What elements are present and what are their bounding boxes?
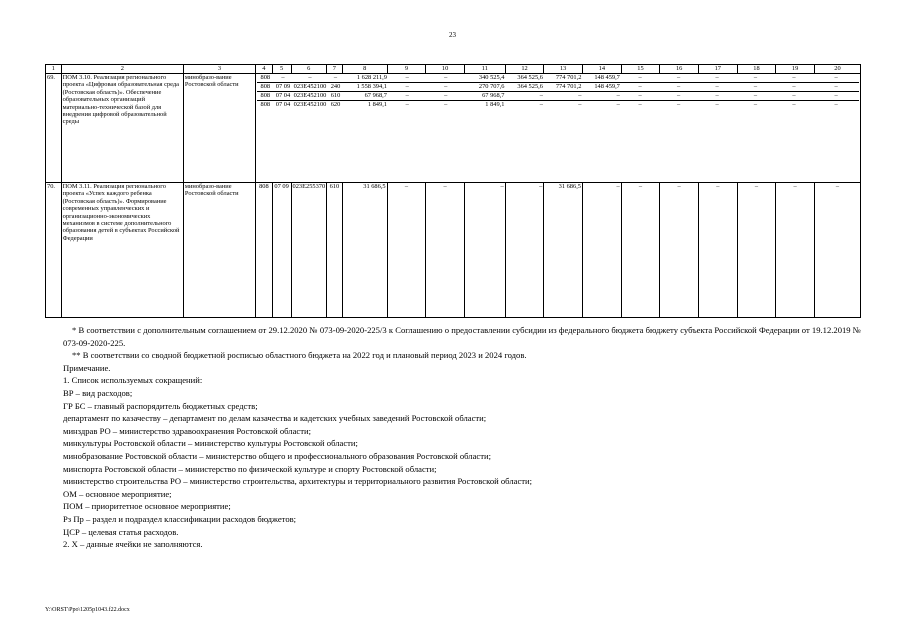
- value-cell: 67 968,7: [343, 92, 388, 101]
- column-header: 17: [698, 65, 737, 74]
- column-header: 20: [814, 65, 860, 74]
- value-cell: –: [405, 101, 409, 108]
- value-cell: 023Е255370: [291, 183, 327, 318]
- value-cell: –: [659, 74, 697, 83]
- abbr-item: Рз Пр – раздел и подраздел классификации расходов бюджетов;: [63, 513, 297, 524]
- grbs-cell: минобразо-вание Ростовской области: [183, 183, 255, 318]
- value-cell: –: [698, 74, 736, 83]
- value-cell: –: [638, 101, 642, 108]
- value-cell: 610: [328, 92, 344, 101]
- column-header: 14: [583, 65, 622, 74]
- value-cell: 808: [257, 83, 274, 92]
- value-cell: 364 525,6: [505, 83, 543, 92]
- value-cell: –: [621, 83, 659, 92]
- value-cell: –: [274, 74, 293, 83]
- value-cell: 774 701,2: [544, 74, 582, 83]
- value-cell: –: [813, 92, 859, 101]
- value-cell: 1 849,1: [367, 101, 387, 108]
- column-header: 8: [342, 65, 387, 74]
- value-cell: –: [736, 74, 774, 83]
- column-header: 11: [464, 65, 505, 74]
- abbr-item: ПОМ – приоритетное основное мероприятие;: [63, 501, 231, 512]
- value-cell: –: [775, 83, 813, 92]
- value-cell: –: [715, 101, 719, 108]
- budget-subrow: [257, 101, 859, 110]
- value-cell: –: [426, 83, 464, 92]
- abbr-item: ВР – вид расходов;: [63, 387, 133, 398]
- value-cell: 023Е452100: [293, 83, 327, 90]
- column-header: 4: [256, 65, 273, 74]
- abbr-item: ГР БС – главный распорядитель бюджетных средств;: [63, 400, 258, 411]
- value-cell: –: [736, 83, 774, 92]
- budget-table: [45, 64, 861, 318]
- value-cell: 67 968,7: [465, 92, 506, 101]
- column-header: 16: [660, 65, 699, 74]
- column-header: 12: [505, 65, 544, 74]
- budget-subrow: [257, 83, 859, 92]
- value-cell: 148 459,7: [582, 83, 620, 92]
- column-header: 19: [776, 65, 815, 74]
- value-cell: –: [660, 183, 699, 318]
- value-cell: –: [505, 92, 543, 101]
- value-cell: 610: [327, 183, 343, 318]
- file-path-footer: Y:\ORST\Ppo\1205p1043.f22.docx: [45, 607, 130, 613]
- value-cell: –: [698, 92, 736, 101]
- value-cell: –: [776, 183, 815, 318]
- value-cell: 1 849,1: [485, 101, 505, 108]
- value-cell: –: [659, 92, 697, 101]
- value-cell: 31 686,5: [544, 183, 583, 318]
- value-cell: 270 707,6: [465, 83, 506, 92]
- value-cell: –: [505, 183, 544, 318]
- value-cell: –: [792, 101, 796, 108]
- value-cell: –: [813, 74, 859, 83]
- column-header: 13: [544, 65, 583, 74]
- value-cell: –: [578, 101, 582, 108]
- value-cell: –: [387, 183, 426, 318]
- value-cell: –: [426, 74, 464, 83]
- value-cell: –: [388, 92, 426, 101]
- value-cell: –: [775, 92, 813, 101]
- abbr-item: министерство строительства РО – министерство строительства, архитектуры и территориального развития Ростовской области;: [63, 476, 532, 487]
- value-cell: –: [753, 101, 758, 108]
- value-cell: 023Е452100: [293, 101, 327, 108]
- row-number: 69.: [46, 74, 62, 183]
- value-cell: 364 525,6: [505, 74, 543, 83]
- value-cell: –: [388, 83, 426, 92]
- value-cell: 1 558 394,1: [343, 83, 388, 92]
- value-cell: –: [328, 74, 344, 83]
- column-header: 6: [291, 65, 327, 74]
- value-cell: 808: [257, 92, 274, 101]
- value-cell: –: [659, 83, 697, 92]
- row-69-subtable: [256, 74, 861, 183]
- value-cell: –: [426, 183, 465, 318]
- value-cell: 240: [328, 83, 344, 92]
- abbr-item: минкультуры Ростовской области – министерство культуры Ростовской области;: [63, 438, 358, 449]
- value-cell: 31 686,5: [342, 183, 387, 318]
- value-cell: –: [444, 101, 448, 108]
- value-cell: –: [737, 183, 776, 318]
- value-cell: 07 09: [272, 183, 291, 318]
- value-cell: 07 09: [274, 83, 293, 92]
- measure-name: ПОМ 3.10. Реализация регионального проекта «Цифровая образовательная среда (Ростовская область)». Обеспечение образовательных организаций материально-технической базой для внедрения цифровой образовательной среды: [61, 74, 183, 183]
- value-cell: –: [292, 74, 327, 83]
- value-cell: –: [775, 74, 813, 83]
- value-cell: 1 628 211,9: [343, 74, 388, 83]
- value-cell: –: [388, 74, 426, 83]
- abbr-item: ОМ – основное мероприятие;: [63, 488, 172, 499]
- row-69-values: [257, 74, 859, 109]
- abbr-item: минобразование Ростовской области – министерство общего и профессионального образования Ростовской области;: [63, 450, 491, 461]
- note-2-item: 2. Х – данные ячейки не заполняются.: [63, 539, 203, 550]
- abbr-list-heading: 1. Список используемых сокращений:: [63, 375, 203, 386]
- column-header: 9: [387, 65, 426, 74]
- column-header: 5: [272, 65, 291, 74]
- value-cell: 774 701,2: [544, 83, 582, 92]
- value-cell: –: [698, 183, 737, 318]
- abbr-item: ЦСР – целевая статья расходов.: [63, 526, 179, 537]
- value-cell: 808: [260, 101, 271, 108]
- value-cell: –: [676, 101, 681, 108]
- notes-section: [63, 324, 861, 551]
- abbr-item: департамент по казачеству – департамент по делам казачества и кадетских учебных заведений Ростовской области;: [63, 413, 487, 424]
- grbs-cell: минобразо-вание Ростовской области: [183, 74, 255, 183]
- note-heading: Примечание.: [63, 362, 111, 373]
- measure-name: ПОМ 3.11. Реализация регионального проекта «Успех каждого ребенка (Ростовская область)». Формирование современных управленческих и организационно-экономических механизмов в системе дополнительного образования детей в субъектах Российской Федерации: [61, 183, 183, 318]
- value-cell: 620: [330, 101, 341, 108]
- column-header: 18: [737, 65, 776, 74]
- value-cell: 07 04: [275, 101, 291, 108]
- value-cell: –: [698, 83, 736, 92]
- value-cell: –: [736, 92, 774, 101]
- table-row-69: [46, 74, 861, 183]
- value-cell: 808: [257, 74, 274, 83]
- value-cell: 148 459,7: [582, 74, 620, 83]
- value-cell: 07 04: [274, 92, 293, 101]
- abbr-item: минспорта Ростовской области – министерство по физической культуре и спорту Ростовской области;: [63, 463, 437, 474]
- value-cell: –: [814, 183, 860, 318]
- note-1: * В соответствии с дополнительным соглашением от 29.12.2020 № 073-09-2020-225/3 к Соглашению о предоставлении субсидии из федерального бюджета бюджету субъекта Российской Федерации от 19.12.2019 № 073-09-2020-225.: [63, 325, 861, 348]
- value-cell: –: [621, 183, 660, 318]
- row-number: 70.: [46, 183, 62, 318]
- value-cell: 808: [256, 183, 273, 318]
- value-cell: –: [582, 92, 620, 101]
- column-header: 7: [327, 65, 343, 74]
- column-header: 15: [621, 65, 660, 74]
- value-cell: 340 525,4: [465, 74, 506, 83]
- value-cell: –: [544, 92, 582, 101]
- budget-subrow: [257, 92, 859, 101]
- table-row-70: [46, 183, 861, 318]
- value-cell: –: [834, 101, 838, 108]
- page-number: 23: [449, 31, 456, 39]
- column-header: 2: [61, 65, 183, 74]
- value-cell: –: [583, 183, 622, 318]
- table-header-row: [46, 65, 861, 74]
- value-cell: –: [464, 183, 505, 318]
- value-cell: –: [621, 92, 659, 101]
- value-cell: –: [813, 83, 859, 92]
- abbr-item: минздрав РО – министерство здравоохранения Ростовской области;: [63, 425, 311, 436]
- budget-subrow: [257, 74, 859, 83]
- value-cell: –: [621, 74, 659, 83]
- value-cell: –: [426, 92, 464, 101]
- value-cell: 023Е452100: [293, 92, 327, 99]
- value-cell: –: [539, 101, 543, 108]
- column-header: 1: [46, 65, 62, 74]
- note-2: ** В соответствии со сводной бюджетной росписью областного бюджета на 2022 год и плановый период 2023 и 2024 годов.: [72, 350, 527, 361]
- value-cell: –: [616, 101, 620, 108]
- column-header: 3: [183, 65, 255, 74]
- column-header: 10: [426, 65, 465, 74]
